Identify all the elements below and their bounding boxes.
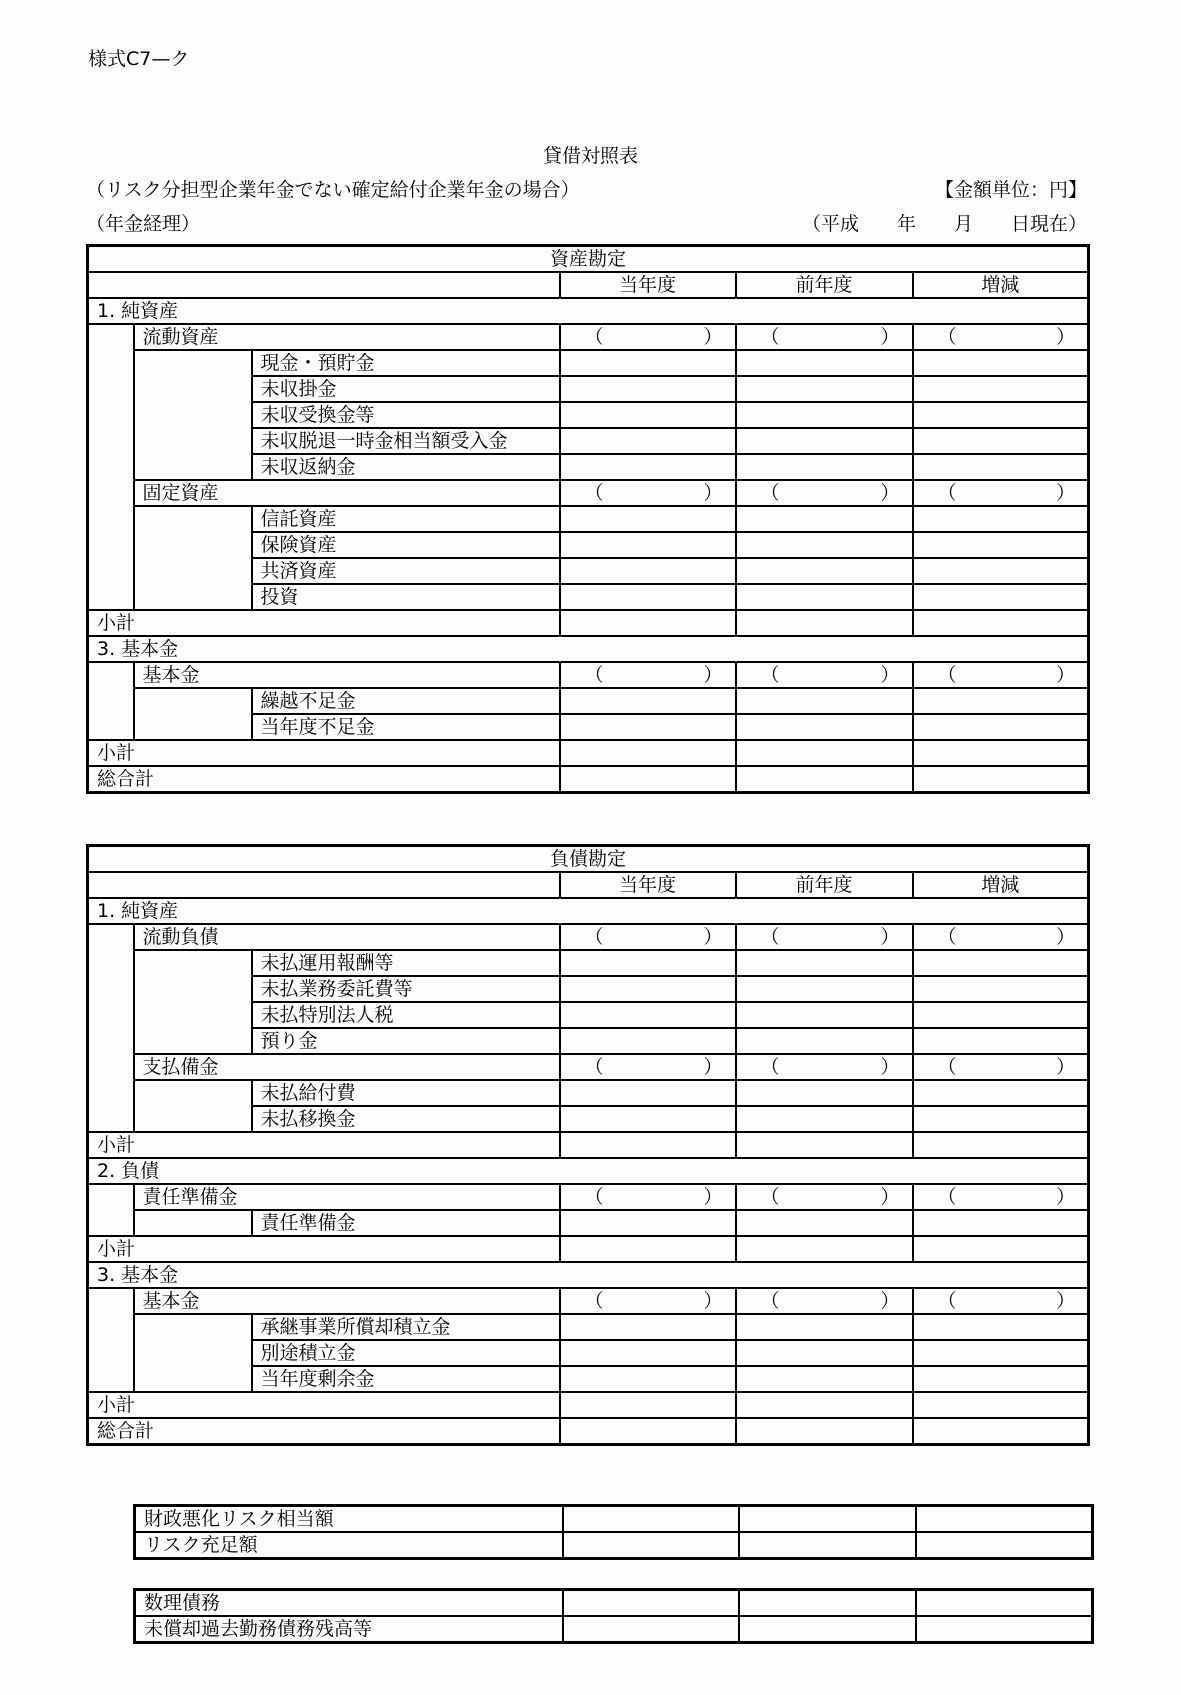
- group-label: 固定資産: [134, 480, 560, 506]
- column-header-row: [88, 872, 1089, 898]
- indent-cell: [134, 350, 252, 480]
- section-label: 3. 基本金: [88, 1262, 1089, 1288]
- item-row: [88, 1314, 1089, 1340]
- amount-cell-current[interactable]: [563, 1616, 739, 1643]
- indent-cell: [134, 1210, 252, 1236]
- subtotal-amount-cell[interactable]: [560, 1184, 736, 1210]
- section-row: [88, 1158, 1089, 1184]
- amount-cell-current[interactable]: [560, 1366, 736, 1392]
- amount-cell-change[interactable]: [913, 1236, 1089, 1262]
- grand-total-label: 総合計: [88, 766, 560, 793]
- subtotal-amount-cell[interactable]: [913, 1184, 1089, 1210]
- as-of-date: （平成 年 月 日現在）: [801, 213, 1087, 235]
- subtotal-amount-cell[interactable]: [560, 480, 736, 506]
- subtotal-label: 小計: [88, 1236, 560, 1262]
- amount-cell-change[interactable]: [913, 454, 1089, 480]
- amount-cell-current[interactable]: [560, 766, 736, 793]
- paren-open: （: [760, 926, 780, 948]
- item-label: 未払業務委託費等: [252, 976, 560, 1002]
- amount-cell-current[interactable]: [560, 1392, 736, 1418]
- indent-cell: [88, 1288, 134, 1392]
- subtotal-amount-cell[interactable]: [736, 324, 913, 350]
- form-id: 様式C7—ク: [88, 48, 190, 70]
- subtotal-amount-cell[interactable]: [560, 662, 736, 688]
- group-row: [88, 1184, 1089, 1210]
- amount-cell-previous[interactable]: [736, 610, 913, 636]
- subtitle: （リスク分担型企業年金でない確定給付企業年金の場合）: [86, 179, 580, 201]
- subtotal-amount-cell[interactable]: [736, 480, 913, 506]
- item-label: 承継事業所償却積立金: [252, 1314, 560, 1340]
- subtotal-amount-cell[interactable]: [560, 924, 736, 950]
- item-row: [88, 506, 1089, 532]
- section-label: 3. 基本金: [88, 636, 1089, 662]
- amount-cell-previous[interactable]: [736, 1002, 913, 1028]
- indent-cell: [88, 1184, 134, 1236]
- item-label: 未払移換金: [252, 1106, 560, 1132]
- column-header: 前年度: [736, 272, 913, 298]
- column-header: 増減: [913, 872, 1089, 898]
- paren-open: （: [760, 664, 780, 686]
- item-label: 繰越不足金: [252, 688, 560, 714]
- paren-close: ）: [1056, 1290, 1076, 1312]
- paren-close: ）: [880, 326, 900, 348]
- amount-cell-change[interactable]: [913, 714, 1089, 740]
- amount-cell-current[interactable]: [560, 1132, 736, 1158]
- amount-cell-current[interactable]: [560, 1210, 736, 1236]
- indent-cell: [88, 324, 134, 610]
- amount-cell-previous[interactable]: [736, 532, 913, 558]
- amount-cell-change[interactable]: [913, 688, 1089, 714]
- amount-cell-change[interactable]: [916, 1616, 1093, 1643]
- amount-cell-current[interactable]: [560, 350, 736, 376]
- amount-cell-change[interactable]: [916, 1532, 1093, 1559]
- subtotal-row: [88, 1392, 1089, 1418]
- paren-open: （: [584, 1186, 604, 1208]
- amount-cell-change[interactable]: [913, 558, 1089, 584]
- paren-open: （: [937, 1056, 957, 1078]
- item-row: [88, 1080, 1089, 1106]
- amount-cell-previous[interactable]: [736, 1314, 913, 1340]
- table-row: [135, 1616, 1093, 1643]
- item-label: 共済資産: [252, 558, 560, 584]
- subtotal-label: 小計: [88, 1132, 560, 1158]
- risk-table: [133, 1504, 1094, 1560]
- grand-total-row: [88, 766, 1089, 793]
- paren-close: ）: [880, 664, 900, 686]
- amount-cell-previous[interactable]: [736, 1028, 913, 1054]
- amount-cell-previous[interactable]: [736, 1210, 913, 1236]
- amount-cell-change[interactable]: [913, 584, 1089, 610]
- amount-cell-current[interactable]: [560, 1002, 736, 1028]
- amount-cell-previous[interactable]: [736, 688, 913, 714]
- paren-close: ）: [1056, 326, 1076, 348]
- amount-cell-previous[interactable]: [736, 950, 913, 976]
- subtotal-row: [88, 1236, 1089, 1262]
- amount-cell-previous[interactable]: [736, 1236, 913, 1262]
- group-row: [88, 924, 1089, 950]
- paren-close: ）: [703, 1290, 723, 1312]
- amount-cell-previous[interactable]: [739, 1532, 916, 1559]
- table-heading: 負債勘定: [88, 846, 1089, 873]
- amount-cell-previous[interactable]: [736, 454, 913, 480]
- item-label: 投資: [252, 584, 560, 610]
- subtotal-amount-cell[interactable]: [913, 1054, 1089, 1080]
- amount-cell-change[interactable]: [913, 1418, 1089, 1445]
- accounting-type: （年金経理）: [86, 213, 201, 235]
- item-label: 未収掛金: [252, 376, 560, 402]
- item-row: [88, 950, 1089, 976]
- indent-cell: [134, 506, 252, 610]
- amount-cell-previous[interactable]: [739, 1506, 916, 1533]
- amount-cell-previous[interactable]: [736, 558, 913, 584]
- paren-open: （: [937, 664, 957, 686]
- group-label: 責任準備金: [134, 1184, 560, 1210]
- section-label: 1. 純資産: [88, 298, 1089, 324]
- amount-cell-change[interactable]: [913, 350, 1089, 376]
- paren-open: （: [760, 1290, 780, 1312]
- amount-cell-change[interactable]: [913, 740, 1089, 766]
- amount-cell-previous[interactable]: [739, 1590, 916, 1617]
- amount-cell-current[interactable]: [560, 558, 736, 584]
- row-label: リスク充足額: [135, 1532, 563, 1559]
- paren-close: ）: [1056, 482, 1076, 504]
- column-header: 当年度: [560, 272, 736, 298]
- paren-close: ）: [1056, 664, 1076, 686]
- paren-close: ）: [1056, 1056, 1076, 1078]
- amount-cell-change[interactable]: [913, 402, 1089, 428]
- indent-cell: [88, 924, 134, 1132]
- subtotal-amount-cell[interactable]: [736, 662, 913, 688]
- paren-close: ）: [880, 926, 900, 948]
- paren-close: ）: [1056, 926, 1076, 948]
- amount-cell-change[interactable]: [913, 1392, 1089, 1418]
- paren-open: （: [584, 926, 604, 948]
- table-row: [135, 1590, 1093, 1617]
- amount-cell-change[interactable]: [913, 766, 1089, 793]
- item-label: 未払運用報酬等: [252, 950, 560, 976]
- subtotal-row: [88, 1132, 1089, 1158]
- amount-cell-current[interactable]: [560, 584, 736, 610]
- paren-open: （: [937, 1186, 957, 1208]
- amount-cell-current[interactable]: [560, 532, 736, 558]
- amount-cell-change[interactable]: [913, 950, 1089, 976]
- section-label: 1. 純資産: [88, 898, 1089, 924]
- paren-close: ）: [880, 482, 900, 504]
- amount-cell-current[interactable]: [560, 688, 736, 714]
- subtotal-amount-cell[interactable]: [736, 1054, 913, 1080]
- amount-cell-current[interactable]: [560, 1028, 736, 1054]
- amount-cell-previous[interactable]: [736, 584, 913, 610]
- paren-open: （: [937, 926, 957, 948]
- paren-close: ）: [1056, 1186, 1076, 1208]
- paren-open: （: [937, 482, 957, 504]
- amount-cell-current[interactable]: [560, 1418, 736, 1445]
- subtotal-label: 小計: [88, 1392, 560, 1418]
- table-row: [135, 1506, 1093, 1533]
- group-label: 流動負債: [134, 924, 560, 950]
- paren-open: （: [760, 1186, 780, 1208]
- paren-close: ）: [703, 482, 723, 504]
- item-label: 未収脱退一時金相当額受入金: [252, 428, 560, 454]
- subtotal-amount-cell[interactable]: [736, 1288, 913, 1314]
- paren-open: （: [760, 482, 780, 504]
- column-header: 当年度: [560, 872, 736, 898]
- subtotal-amount-cell[interactable]: [736, 924, 913, 950]
- paren-close: ）: [703, 1186, 723, 1208]
- column-header: 前年度: [736, 872, 913, 898]
- indent-cell: [134, 1080, 252, 1132]
- item-label: 現金・預貯金: [252, 350, 560, 376]
- paren-open: （: [584, 1290, 604, 1312]
- amount-cell-change[interactable]: [916, 1506, 1093, 1533]
- paren-close: ）: [880, 1290, 900, 1312]
- paren-close: ）: [703, 326, 723, 348]
- paren-open: （: [584, 326, 604, 348]
- grand-total-row: [88, 1418, 1089, 1445]
- amount-cell-change[interactable]: [913, 506, 1089, 532]
- amount-cell-previous[interactable]: [736, 1366, 913, 1392]
- indent-cell: [134, 688, 252, 740]
- amount-cell-current[interactable]: [563, 1532, 739, 1559]
- amount-cell-current[interactable]: [560, 402, 736, 428]
- amount-cell-previous[interactable]: [736, 428, 913, 454]
- item-row: [88, 688, 1089, 714]
- amount-cell-change[interactable]: [913, 1080, 1089, 1106]
- amount-cell-current[interactable]: [560, 1236, 736, 1262]
- item-label: 当年度剰余金: [252, 1366, 560, 1392]
- group-label: 基本金: [134, 662, 560, 688]
- item-label: 保険資産: [252, 532, 560, 558]
- column-header: 増減: [913, 272, 1089, 298]
- amount-cell-current[interactable]: [560, 1314, 736, 1340]
- amount-cell-previous[interactable]: [736, 1106, 913, 1132]
- amount-cell-change[interactable]: [913, 1132, 1089, 1158]
- subtotal-label: 小計: [88, 610, 560, 636]
- paren-open: （: [584, 664, 604, 686]
- liabilities-table: [86, 844, 1090, 1446]
- paren-open: （: [584, 1056, 604, 1078]
- amount-cell-previous[interactable]: [736, 1418, 913, 1445]
- amount-cell-previous[interactable]: [736, 1392, 913, 1418]
- item-label: 責任準備金: [252, 1210, 560, 1236]
- amount-cell-previous[interactable]: [736, 1132, 913, 1158]
- section-row: [88, 636, 1089, 662]
- amount-cell-previous[interactable]: [736, 506, 913, 532]
- document-title: 貸借対照表: [542, 145, 638, 167]
- subtotal-amount-cell[interactable]: [560, 1054, 736, 1080]
- amount-cell-change[interactable]: [913, 428, 1089, 454]
- assets-table: [86, 244, 1090, 794]
- paren-close: ）: [880, 1186, 900, 1208]
- paren-close: ）: [703, 1056, 723, 1078]
- amount-cell-change[interactable]: [913, 1002, 1089, 1028]
- amount-cell-current[interactable]: [560, 428, 736, 454]
- amount-cell-previous[interactable]: [736, 1340, 913, 1366]
- amount-cell-change[interactable]: [913, 1028, 1089, 1054]
- row-label: 未償却過去勤務債務残高等: [135, 1616, 563, 1643]
- group-row: [88, 324, 1089, 350]
- paren-close: ）: [703, 664, 723, 686]
- subtotal-row: [88, 610, 1089, 636]
- section-row: [88, 298, 1089, 324]
- amount-cell-current[interactable]: [560, 376, 736, 402]
- amount-cell-current[interactable]: [560, 506, 736, 532]
- paren-open: （: [760, 1056, 780, 1078]
- group-row: [88, 1288, 1089, 1314]
- table-row: [135, 1532, 1093, 1559]
- amount-cell-previous[interactable]: [736, 740, 913, 766]
- subtotal-amount-cell[interactable]: [913, 480, 1089, 506]
- item-label: 未収受換金等: [252, 402, 560, 428]
- grand-total-label: 総合計: [88, 1418, 560, 1445]
- amount-cell-change[interactable]: [913, 1106, 1089, 1132]
- group-label: 支払備金: [134, 1054, 560, 1080]
- table-heading: 資産勘定: [88, 246, 1089, 273]
- amount-cell-previous[interactable]: [736, 766, 913, 793]
- group-label: 流動資産: [134, 324, 560, 350]
- amount-unit: 【金額単位：円】: [934, 179, 1087, 201]
- group-row: [88, 1054, 1089, 1080]
- heading-row: [88, 246, 1089, 273]
- amount-cell-current[interactable]: [560, 740, 736, 766]
- amount-cell-previous[interactable]: [736, 350, 913, 376]
- subtotal-amount-cell[interactable]: [913, 924, 1089, 950]
- header-blank: [88, 872, 560, 898]
- paren-open: （: [584, 482, 604, 504]
- item-label: 当年度不足金: [252, 714, 560, 740]
- row-label: 財政悪化リスク相当額: [135, 1506, 563, 1533]
- amount-cell-current[interactable]: [560, 1340, 736, 1366]
- paren-open: （: [760, 326, 780, 348]
- amount-cell-current[interactable]: [560, 950, 736, 976]
- subtotal-amount-cell[interactable]: [736, 1184, 913, 1210]
- indent-cell: [134, 1314, 252, 1392]
- subtotal-label: 小計: [88, 740, 560, 766]
- amount-cell-change[interactable]: [916, 1590, 1093, 1617]
- amount-cell-change[interactable]: [913, 976, 1089, 1002]
- amount-cell-current[interactable]: [563, 1590, 739, 1617]
- amount-cell-current[interactable]: [560, 976, 736, 1002]
- group-row: [88, 480, 1089, 506]
- paren-close: ）: [880, 1056, 900, 1078]
- paren-open: （: [937, 326, 957, 348]
- amount-cell-change[interactable]: [913, 532, 1089, 558]
- item-label: 未払特別法人税: [252, 1002, 560, 1028]
- amount-cell-previous[interactable]: [736, 402, 913, 428]
- amount-cell-previous[interactable]: [736, 976, 913, 1002]
- item-label: 別途積立金: [252, 1340, 560, 1366]
- amount-cell-previous[interactable]: [736, 1080, 913, 1106]
- amount-cell-current[interactable]: [560, 610, 736, 636]
- amount-cell-current[interactable]: [560, 714, 736, 740]
- item-label: 未収返納金: [252, 454, 560, 480]
- indent-cell: [134, 950, 252, 1054]
- amount-cell-change[interactable]: [913, 1210, 1089, 1236]
- group-row: [88, 662, 1089, 688]
- column-header-row: [88, 272, 1089, 298]
- amount-cell-current[interactable]: [563, 1506, 739, 1533]
- section-row: [88, 1262, 1089, 1288]
- amount-cell-current[interactable]: [560, 454, 736, 480]
- amount-cell-previous[interactable]: [739, 1616, 916, 1643]
- subtotal-amount-cell[interactable]: [560, 1288, 736, 1314]
- row-label: 数理債務: [135, 1590, 563, 1617]
- amount-cell-change[interactable]: [913, 376, 1089, 402]
- amount-cell-change[interactable]: [913, 1366, 1089, 1392]
- amount-cell-change[interactable]: [913, 1340, 1089, 1366]
- item-row: [88, 350, 1089, 376]
- amount-cell-previous[interactable]: [736, 714, 913, 740]
- header-blank: [88, 272, 560, 298]
- item-label: 預り金: [252, 1028, 560, 1054]
- paren-close: ）: [703, 926, 723, 948]
- section-label: 2. 負債: [88, 1158, 1089, 1184]
- subtotal-amount-cell[interactable]: [913, 324, 1089, 350]
- amount-cell-previous[interactable]: [736, 376, 913, 402]
- heading-row: [88, 846, 1089, 873]
- item-label: 未払給付費: [252, 1080, 560, 1106]
- item-label: 信託資産: [252, 506, 560, 532]
- obligation-table: [133, 1588, 1094, 1644]
- subtotal-amount-cell[interactable]: [913, 662, 1089, 688]
- amount-cell-current[interactable]: [560, 1106, 736, 1132]
- subtotal-amount-cell[interactable]: [560, 324, 736, 350]
- amount-cell-current[interactable]: [560, 1080, 736, 1106]
- amount-cell-change[interactable]: [913, 1314, 1089, 1340]
- section-row: [88, 898, 1089, 924]
- group-label: 基本金: [134, 1288, 560, 1314]
- subtotal-row: [88, 740, 1089, 766]
- amount-cell-change[interactable]: [913, 610, 1089, 636]
- paren-open: （: [937, 1290, 957, 1312]
- subtotal-amount-cell[interactable]: [913, 1288, 1089, 1314]
- indent-cell: [88, 662, 134, 740]
- item-row: [88, 1210, 1089, 1236]
